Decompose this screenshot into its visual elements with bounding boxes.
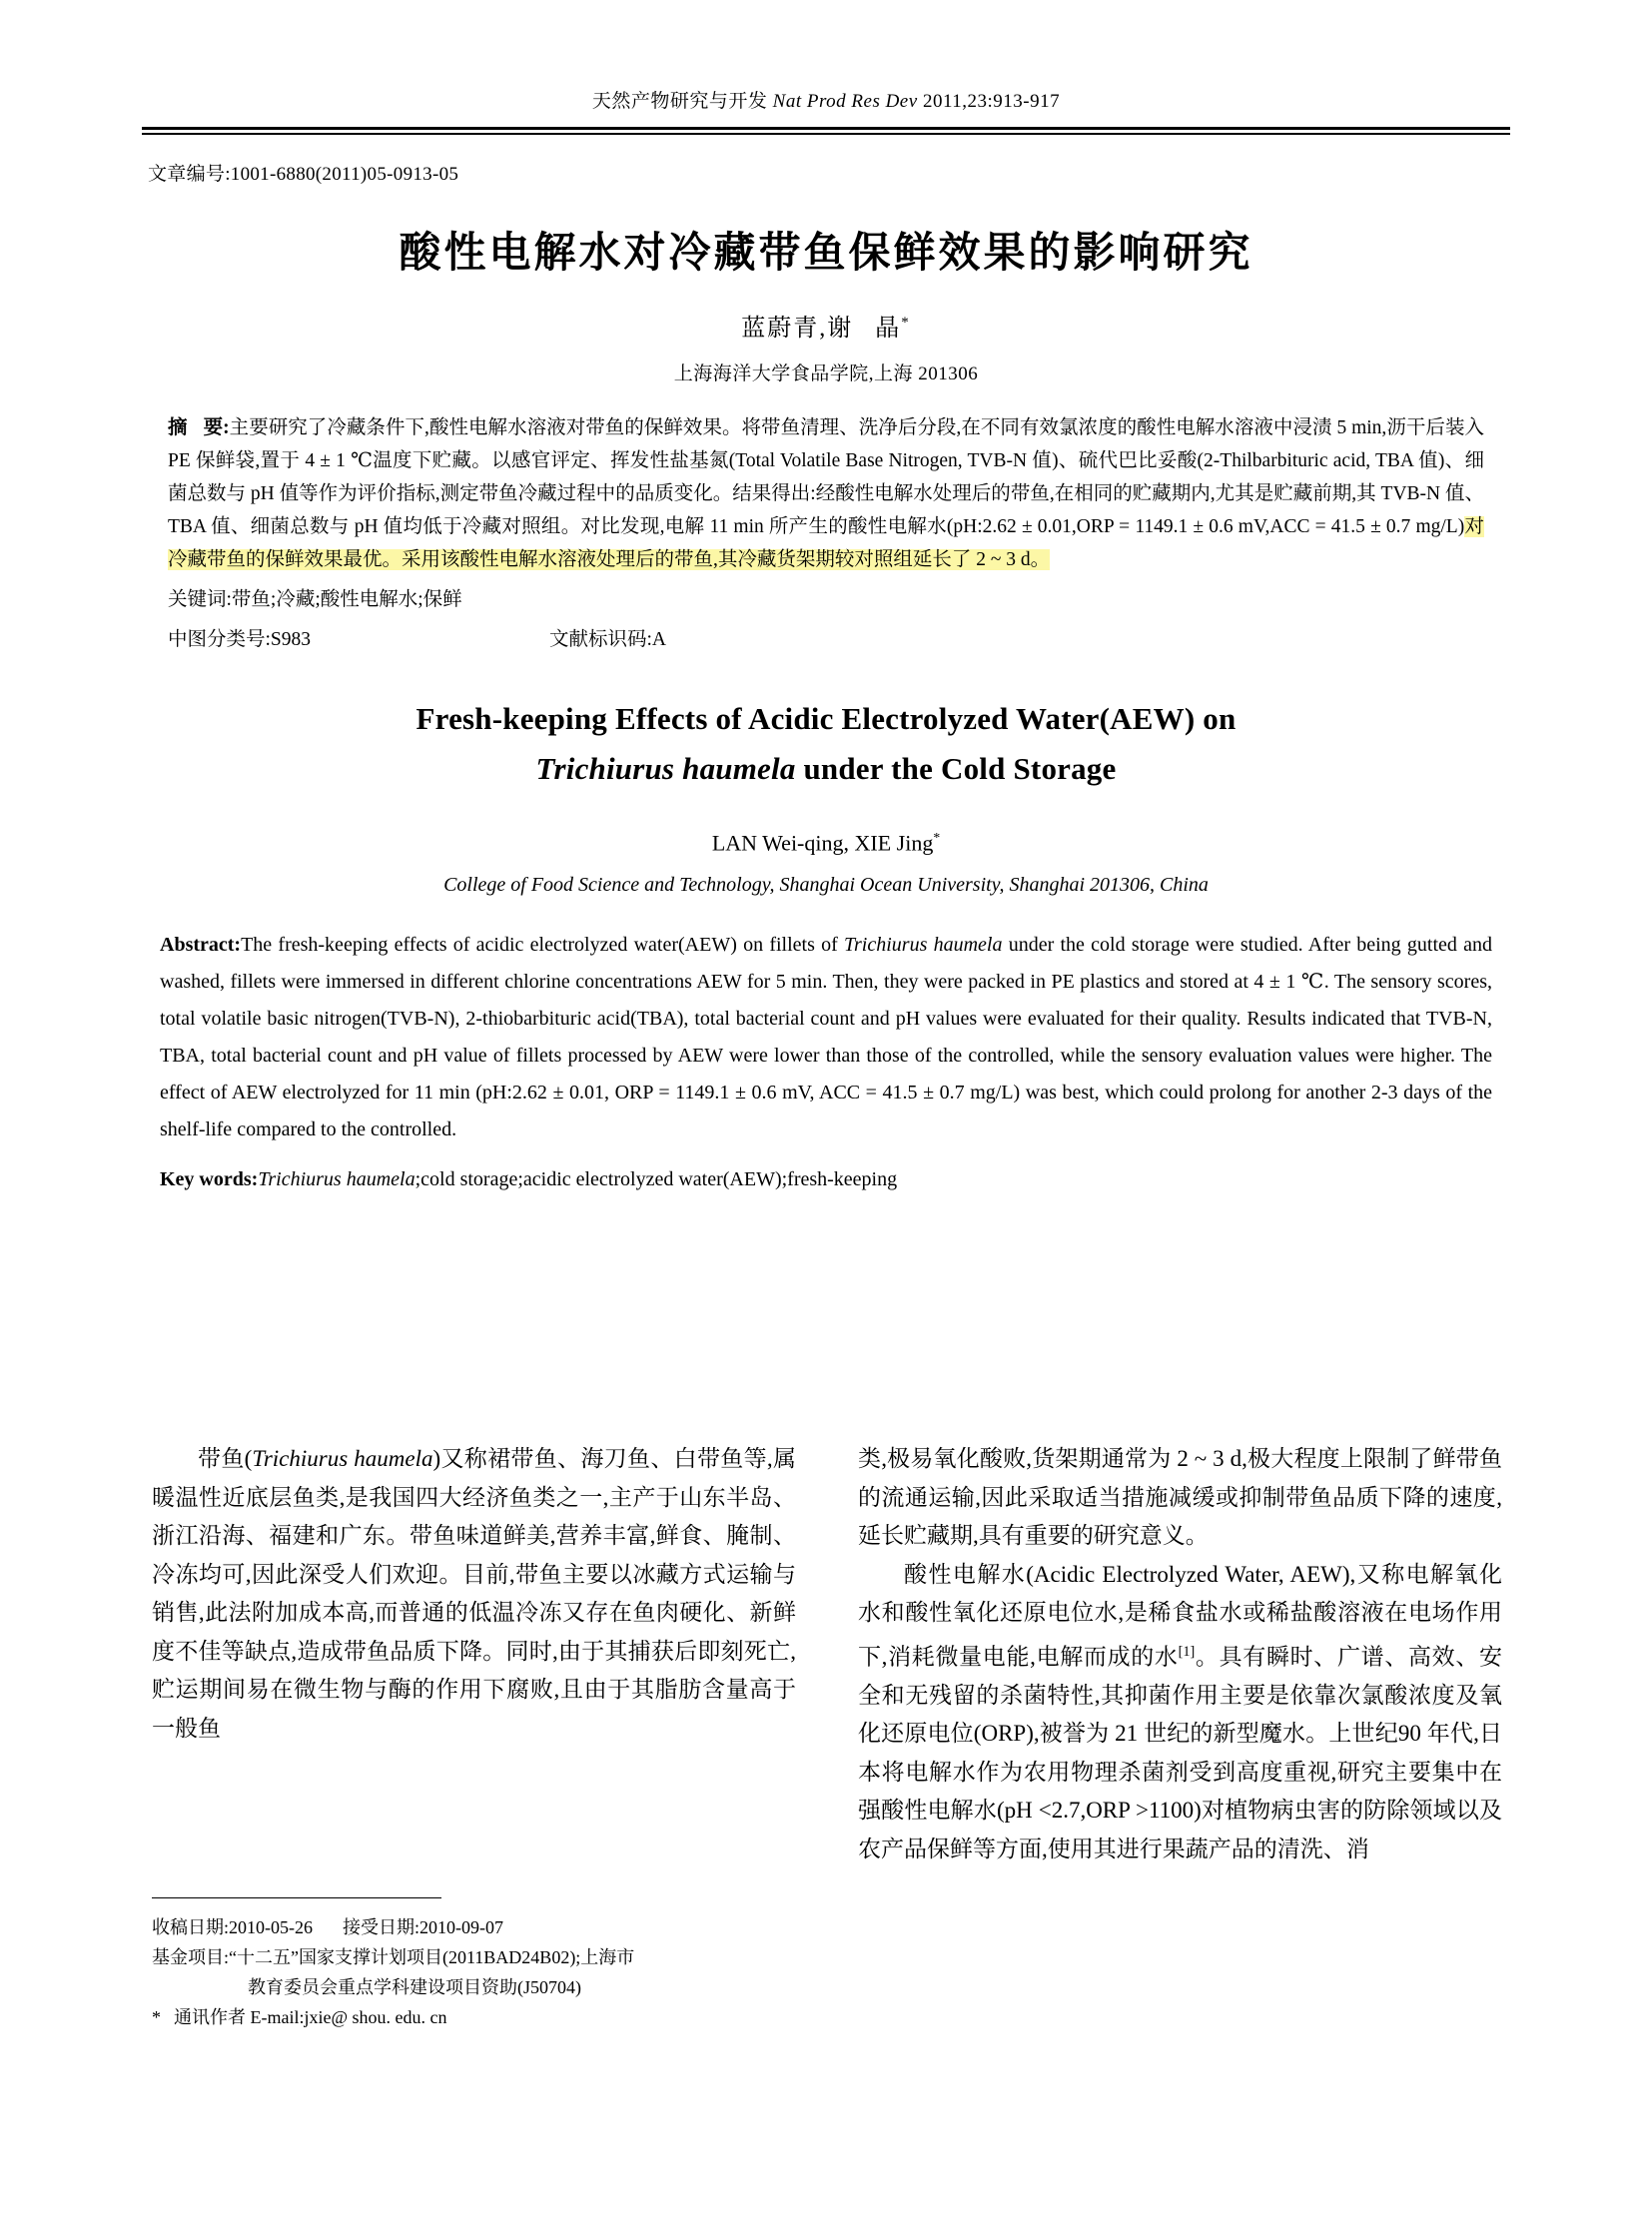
authors-cn-names: 蓝蔚青,谢 [741,316,854,342]
document-code: 文献标识码:A [549,629,667,650]
body-right-text-b: 。具有瞬时、广谱、高效、安全和无残留的杀菌特性,其抑菌作用主要是依靠次氯酸浓度及氧化还原电位(ORP),被誉为 21 世纪的新型魔水。上世纪90 年代,日本将电解水作为农用物理杀菌剂受到高度重视,研究主要集中在强酸性电解水(pH <2.7,ORP >1100)对植物病虫害的防除领域以及农产品保鲜等方面,使用其进行果蔬产品的清洗、消 [858,1644,1503,1861]
footnote-fund-line-2-text: 教育委员会重点学科建设项目资助(J50704) [248,1977,581,1997]
abstract-en-label: Abstract: [160,934,242,957]
affiliation-cn: 上海海洋大学食品学院,上海 201306 [673,364,979,384]
authors-en-names: LAN Wei-qing, XIE Jing [711,830,934,856]
running-head-cn: 天然产物研究与开发 [591,91,768,112]
keywords-en [160,1162,1492,1196]
clc-line [168,624,1484,656]
running-head-citation: 2011,23:913-917 [922,91,1061,112]
corresponding-email: 通讯作者 E-mail:jxie@ shou. edu. cn [174,2007,447,2027]
footnote-block [152,1897,796,2032]
page-title-en-line1: Fresh-keeping Effects of Acidic Electrolyzed Water(AEW) on [415,701,1237,736]
abstract-cn-label-2: 要: [203,417,230,438]
body-left-text-a: 带鱼( [198,1446,253,1471]
body-column-right [858,1440,1502,1868]
abstract-en-text-1: The fresh-keeping effects of acidic electrolyzed water(AEW) on fillets of [241,934,844,957]
abstract-cn-highlight: 对冷藏带鱼的保鲜效果最优。采用该酸性电解水溶液处理后的带鱼,其冷藏货架期较对照组延长了 2 ~ 3 d。 [168,516,1484,570]
running-head [0,0,1652,113]
body-right-text-a: 酸性电解水(Acidic Electrolyzed Water, AEW),又称电解氧化水和酸性氧化还原电位水,是稀食盐水或稀盐酸溶液在电场作用下,消耗微量电能,电解而成的水 [858,1561,1502,1670]
reference-marker-1: [1] [1178,1643,1196,1660]
body-columns [152,1440,1502,1868]
authors-cn-second: 晶 [875,316,902,342]
page-title-en-line2-rest: under the Cold Storage [795,751,1117,786]
page-title-en-line2 [0,744,1652,794]
header-divider [142,127,1510,135]
species-name-body: Trichiurus haumela [252,1446,433,1471]
abstract-cn-label-1: 摘 [168,417,188,438]
abstract-en-text-2: under the cold storage were studied. After being gutted and washed, fillets were immersed in different chlorine concentrations AEW for 5 min. Then, they were packed in PE plastics and stored at 4 ± 1 ℃. The sensory scores, total volatile basic nitrogen(TVB-N), 2-thiobarbituric acid(TBA), total bacterial count and pH values were evaluated for their quality. Results indicated that TVB-N, TBA, total bacterial count and pH value of fillets processed by AEW were lower than those of the controlled, while the sensory evaluation values were higher. The effect of AEW electrolyzed for 11 min (pH:2.62 ± 0.01, ORP = 1149.1 ± 0.6 mV, ACC = 41.5 ± 0.7 mg/L) was best, which could prolong for another 2-3 days of the shelf-life compared to the controlled. [160,934,1492,1141]
corresponding-mark-en: * [933,830,941,845]
species-name-abstract: Trichiurus haumela [844,934,1003,957]
species-name-title: Trichiurus haumela [535,751,796,786]
body-left-text-b: )又称裙带鱼、海刀鱼、白带鱼等,属暖温性近底层鱼类,是我国四大经济鱼类之一,主产于山东半岛、浙江沿海、福建和广东。带鱼味道鲜美,营养丰富,鲜食、腌制、冷冻均可,因此深受人们欢迎。目前,带鱼主要以冰藏方式运输与销售,此法附加成本高,而普通的低温冷冻又存在鱼肉硬化、新鲜度不佳等缺点,造成带鱼品质下降。同时,由于其捕获后即刻死亡,贮运期间易在微生物与酶的作用下腐败,且由于其脂肪含量高于一般鱼 [152,1446,796,1741]
body-paragraph-left-1 [152,1440,796,1748]
affiliation-en: College of Food Science and Technology, Shanghai Ocean University, Shanghai 201306, China [443,874,1209,897]
abstract-cn [168,411,1484,576]
abstract-en [160,927,1492,1148]
corresponding-mark-cn: * [901,315,911,331]
body-paragraph-right-1: 类,极易氧化酸败,货架期通常为 2 ~ 3 d,极大程度上限制了鲜带鱼的流通运输,因此采取适当措施减缓或抑制带鱼品质下降的速度,延长贮藏期,具有重要的研究意义。 [858,1446,1502,1548]
authors-en [0,830,1652,856]
abstract-cn-text: 主要研究了冷藏条件下,酸性电解水溶液对带鱼的保鲜效果。将带鱼清理、洗净后分段,在不同有效氯浓度的酸性电解水溶液中浸渍 5 min,沥干后装入 PE 保鲜袋,置于 4 ± 1 ℃温度下贮藏。以感官评定、挥发性盐基氮(Total Volatile Base Nitrogen, TVB-N 值)、硫代巴比妥酸(2-Thilbarbituric acid, TBA 值)、细菌总数与 pH 值等作为评价指标,测定带鱼冷藏过程中的品质变化。结果得出:经酸性电解水处理后的带鱼,在相同的贮藏期内,尤其是贮藏前期,其 TVB-N 值、TBA 值、细菌总数与 pH 值均低于冷藏对照组。对比发现,电解 11 min 所产生的酸性电解水(pH:2.62 ± 0.01,ORP = 1149.1 ± 0.6 mV,ACC = 41.5 ± 0.7 mg/L) [168,417,1484,537]
footnote-dates [152,1912,796,1942]
keywords-en-rest: ;cold storage;acidic electrolyzed water(AEW);fresh-keeping [414,1168,898,1191]
running-head-en: Nat Prod Res Dev [772,91,918,112]
body-paragraph-right-2 [858,1556,1502,1869]
authors-cn [0,308,1652,343]
page-title-cn: 酸性电解水对冷藏带鱼保鲜效果的影响研究 [399,228,1253,277]
footnote-fund-line-2 [152,1972,796,2002]
species-name-keywords: Trichiurus haumela [258,1168,415,1191]
accepted-date: 接受日期:2010-09-07 [343,1917,503,1937]
footnote-corresponding [152,2002,796,2032]
footnote-divider [152,1897,441,1898]
footnote-fund-line-1: 基金项目:“十二五”国家支撑计划项目(2011BAD24B02);上海市 [152,1947,635,1967]
article-number: 文章编号:1001-6880(2011)05-0913-05 [148,164,459,185]
keywords-en-label: Key words: [160,1168,259,1191]
corresponding-star: * [152,2007,161,2027]
keywords-cn: 关键词:带鱼;冷藏;酸性电解水;保鲜 [168,589,462,610]
body-column-left [152,1440,796,1868]
clc-number: 中图分类号:S983 [168,629,312,650]
page-title-en [0,694,1652,794]
abstract-cn-label [168,417,230,438]
received-date: 收稿日期:2010-05-26 [152,1917,313,1937]
